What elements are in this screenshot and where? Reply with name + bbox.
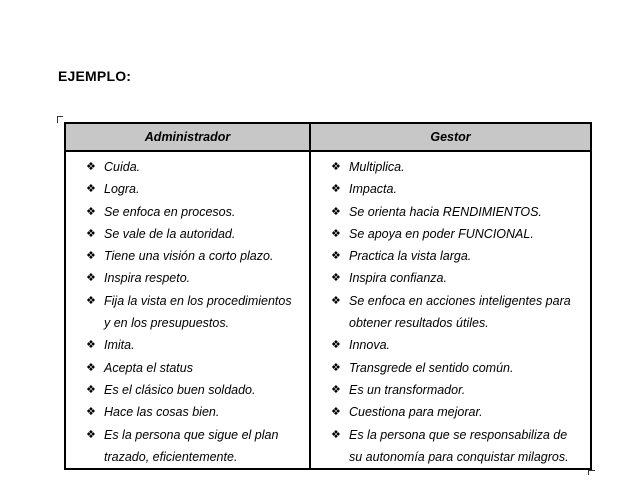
list-item: [66, 267, 309, 289]
list-item: [311, 424, 590, 469]
list-item: [311, 357, 590, 379]
list-item: [66, 379, 309, 401]
list-item-text: obtener resultados útiles.: [349, 316, 489, 331]
gestor-cell: [310, 151, 591, 469]
list-item-text: Es la persona que se responsabiliza de: [349, 427, 568, 442]
list-item-text: Es el clásico buen soldado.: [104, 382, 256, 397]
diamond-bullet-icon: ❖: [86, 428, 96, 441]
list-item: [311, 223, 590, 245]
list-item: [66, 156, 309, 178]
list-item: [66, 201, 309, 223]
list-item-text: Inspira respeto.: [104, 271, 191, 286]
list-item-text: Cuida.: [104, 160, 141, 174]
anchor-mark: [57, 116, 63, 123]
list-item: [66, 357, 309, 379]
list-item-text: su autonomía para conquistar milagros.: [349, 449, 569, 464]
list-item-text: Hace las cosas bien.: [104, 405, 220, 420]
list-item-text: Es la persona que sigue el plan: [104, 427, 279, 442]
diamond-bullet-icon: ❖: [86, 406, 96, 419]
list-item-text: Logra.: [104, 182, 140, 197]
list-item-text: Cuestiona para mejorar.: [349, 405, 483, 420]
list-item-text: trazado, eficientemente.: [104, 449, 238, 464]
diamond-bullet-icon: ❖: [86, 250, 96, 263]
list-item-text: Multiplica.: [349, 160, 405, 174]
diamond-bullet-icon: ❖: [86, 383, 96, 396]
end-mark: [588, 470, 595, 475]
list-item-text: Se apoya en poder FUNCIONAL.: [349, 226, 534, 241]
diamond-bullet-icon: ❖: [331, 406, 341, 419]
diamond-bullet-icon: ❖: [331, 205, 341, 218]
diamond-bullet-icon: ❖: [331, 161, 341, 173]
administrador-cell: [65, 151, 310, 469]
list-item-text: Tiene una visión a corto plazo.: [104, 249, 274, 264]
diamond-bullet-icon: ❖: [86, 183, 96, 196]
list-item-text: Se enfoca en procesos.: [104, 204, 236, 219]
diamond-bullet-icon: ❖: [331, 383, 341, 396]
table-body-row: [65, 151, 591, 469]
list-item: [66, 401, 309, 423]
list-item: [311, 401, 590, 423]
diamond-bullet-icon: ❖: [331, 227, 341, 240]
list-item: [311, 156, 590, 178]
list-item-text: Inspira confianza.: [349, 271, 447, 286]
gestor-list: [311, 152, 590, 468]
header-gestor: Gestor: [310, 123, 591, 151]
list-item: [311, 334, 590, 356]
diamond-bullet-icon: ❖: [86, 339, 96, 352]
list-item-text: Fija la vista en los procedimientos: [104, 293, 292, 308]
list-item: [66, 223, 309, 245]
list-item: [311, 379, 590, 401]
list-item: [66, 290, 309, 335]
diamond-bullet-icon: ❖: [86, 205, 96, 218]
page-heading: EJEMPLO:: [58, 68, 132, 84]
diamond-bullet-icon: ❖: [331, 250, 341, 263]
diamond-bullet-icon: ❖: [86, 227, 96, 240]
administrador-list: [66, 152, 309, 468]
diamond-bullet-icon: ❖: [331, 294, 341, 307]
list-item: [311, 267, 590, 289]
diamond-bullet-icon: ❖: [331, 339, 341, 352]
list-item-text: Acepta el status: [104, 360, 193, 375]
list-item: [66, 178, 309, 200]
list-item-text: Imita.: [104, 338, 135, 353]
list-item-text: Se vale de la autoridad.: [104, 226, 236, 241]
list-item-text: Innova.: [349, 338, 391, 353]
list-item: [311, 245, 590, 267]
table-header-row: [65, 123, 591, 151]
header-administrador: Administrador: [65, 123, 310, 151]
list-item: [66, 245, 309, 267]
list-item-text: Se enfoca en acciones inteligentes para: [349, 293, 571, 308]
list-item-text: Es un transformador.: [349, 382, 466, 397]
list-item: [311, 290, 590, 335]
list-item-text: y en los presupuestos.: [104, 316, 230, 331]
comparison-table: [64, 122, 592, 470]
list-item: [311, 178, 590, 200]
list-item: [311, 201, 590, 223]
diamond-bullet-icon: ❖: [331, 361, 341, 374]
list-item: [66, 424, 309, 469]
diamond-bullet-icon: ❖: [86, 294, 96, 307]
list-item-text: Se orienta hacia RENDIMIENTOS.: [349, 204, 542, 219]
list-item-text: Transgrede el sentido común.: [349, 360, 514, 375]
diamond-bullet-icon: ❖: [86, 361, 96, 374]
diamond-bullet-icon: ❖: [86, 161, 96, 173]
diamond-bullet-icon: ❖: [86, 272, 96, 285]
list-item-text: Practica la vista larga.: [349, 249, 472, 264]
diamond-bullet-icon: ❖: [331, 183, 341, 196]
list-item-text: Impacta.: [349, 182, 397, 197]
diamond-bullet-icon: ❖: [331, 272, 341, 285]
list-item: [66, 334, 309, 356]
diamond-bullet-icon: ❖: [331, 428, 341, 441]
